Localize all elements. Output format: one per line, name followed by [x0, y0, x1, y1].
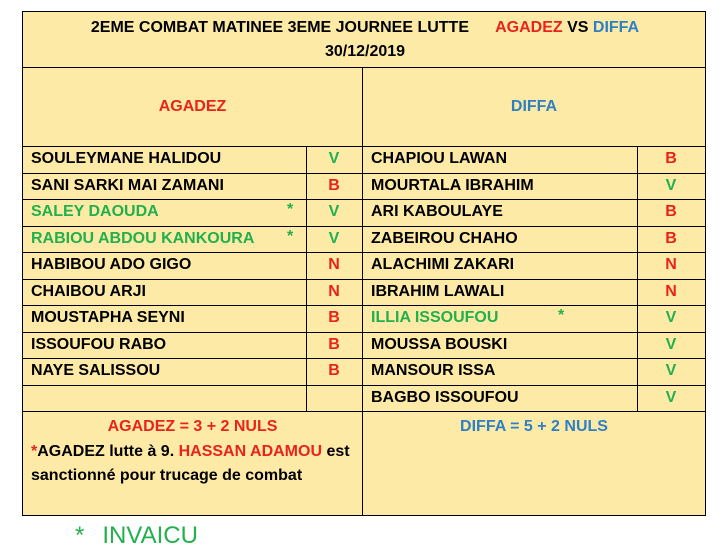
diffa-fighter-name: ZABEIROU CHAHO: [371, 230, 518, 247]
agadez-fighter-name: SANI SARKI MAI ZAMANI: [31, 177, 224, 194]
row-divider: [23, 358, 705, 359]
agadez-fighter-name: HABIBOU ADO GIGO: [31, 256, 192, 273]
header-diffa: DIFFA: [510, 98, 558, 115]
row-divider: [23, 332, 705, 333]
agadez-fight-result: B: [328, 336, 340, 353]
diffa-fight-result: B: [665, 150, 677, 167]
divider: [23, 411, 705, 412]
agadez-fighter-name: ISSOUFOU RABO: [31, 336, 167, 353]
agadez-fighter-name: MOUSTAPHA SEYNI: [31, 309, 185, 326]
agadez-fight-result: B: [328, 309, 340, 326]
note-part2: est sanctionné pour trucage de combat: [31, 443, 350, 484]
diffa-fighter-name: MOURTALA IBRAHIM: [371, 177, 534, 194]
header-agadez: AGADEZ: [158, 98, 227, 115]
divider: [23, 146, 705, 147]
diffa-score: DIFFA = 5 + 2 NULS: [460, 418, 608, 435]
row-divider: [23, 279, 705, 280]
diffa-fight-result: B: [665, 203, 677, 220]
diffa-fight-result: V: [665, 389, 677, 406]
row-divider: [23, 173, 705, 174]
results-sheet: [22, 11, 706, 516]
title-team-a: AGADEZ: [495, 19, 563, 36]
agadez-fight-result: N: [328, 283, 340, 300]
agadez-unbeaten-star: *: [287, 201, 294, 218]
note-name: HASSAN ADAMOU: [178, 443, 322, 460]
agadez-fight-result: N: [328, 256, 340, 273]
diffa-fighter-name: MANSOUR ISSA: [371, 362, 496, 379]
diffa-fight-result: B: [665, 230, 677, 247]
diffa-fighter-name: ALACHIMI ZAKARI: [371, 256, 515, 273]
diffa-fight-result: N: [665, 256, 677, 273]
diffa-unbeaten-star: *: [558, 307, 565, 324]
title-vs: VS: [567, 19, 589, 36]
agadez-fight-result: B: [328, 177, 340, 194]
legend: [75, 522, 198, 550]
row-divider: [23, 385, 705, 386]
agadez-fighter-name: SOULEYMANE HALIDOU: [31, 150, 222, 167]
agadez-score: AGADEZ = 3 + 2 NULS: [107, 418, 278, 435]
diffa-fighter-name: ARI KABOULAYE: [371, 203, 503, 220]
agadez-fighter-name: SALEY DAOUDA: [31, 203, 159, 220]
agadez-fight-result: V: [328, 203, 340, 220]
agadez-fight-result: B: [328, 362, 340, 379]
agadez-fighter-name: CHAIBOU ARJI: [31, 283, 146, 300]
row-divider: [23, 199, 705, 200]
center-divider: [362, 67, 363, 515]
diffa-fight-result: V: [665, 362, 677, 379]
agadez-fighter-name: RABIOU ABDOU KANKOURA: [31, 230, 255, 247]
agadez-unbeaten-star: *: [287, 228, 294, 245]
row-divider: [23, 252, 705, 253]
legend-text: INVAICU: [102, 522, 198, 549]
agadez-fight-result: V: [328, 150, 340, 167]
diffa-fighter-name: CHAPIOU LAWAN: [371, 150, 507, 167]
diffa-fight-result: V: [665, 309, 677, 326]
row-divider: [23, 226, 705, 227]
diffa-fight-result: V: [665, 177, 677, 194]
diffa-fight-result: N: [665, 283, 677, 300]
legend-star: *: [75, 522, 85, 549]
title-team-b: DIFFA: [592, 19, 640, 36]
diffa-fighter-name: MOUSSA BOUSKI: [371, 336, 508, 353]
diffa-fight-result: V: [665, 336, 677, 353]
note-part1: AGADEZ lutte à 9.: [37, 443, 175, 460]
diffa-fighter-name: BAGBO ISSOUFOU: [371, 389, 519, 406]
title-line: [23, 18, 707, 38]
title-date: 30/12/2019: [324, 43, 406, 60]
agadez-fighter-name: NAYE SALISSOU: [31, 362, 161, 379]
divider: [23, 67, 705, 68]
note-star: *: [31, 443, 38, 460]
title-main: 2EME COMBAT MATINEE 3EME JOURNEE LUTTE: [90, 19, 469, 36]
agadez-fight-result: V: [328, 230, 340, 247]
diffa-fighter-name: IBRAHIM LAWALI: [371, 283, 505, 300]
sanction-note: [31, 440, 361, 488]
diffa-fighter-name: ILLIA ISSOUFOU: [371, 309, 499, 326]
row-divider: [23, 305, 705, 306]
